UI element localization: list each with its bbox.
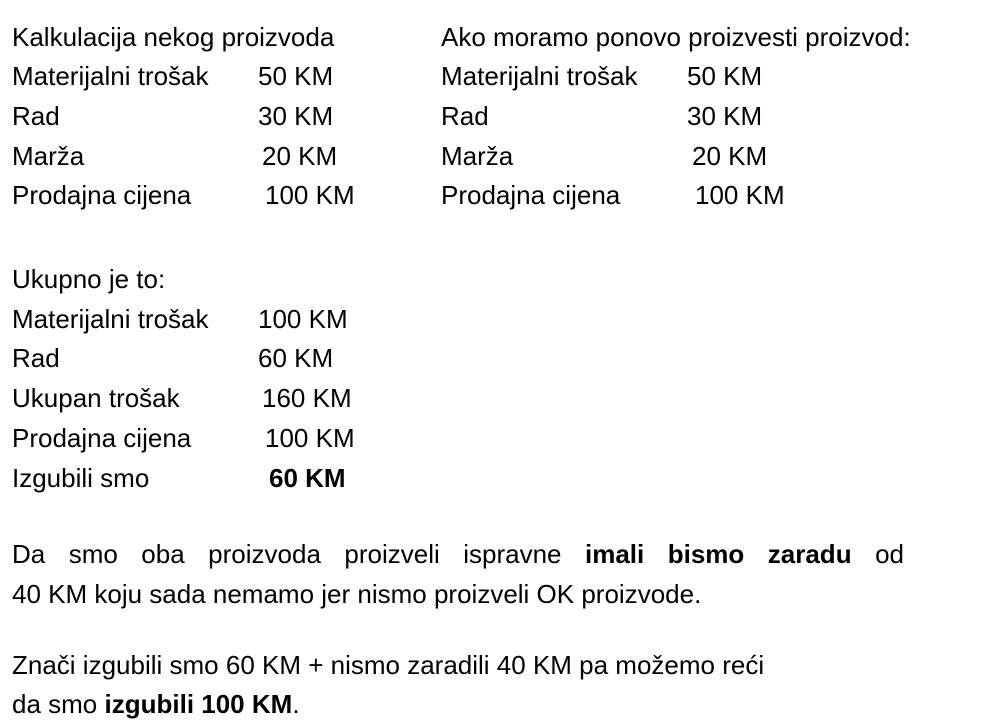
paragraph-profit-line-1: [12, 539, 904, 569]
paragraph-profit-emphasis: imali bismo zaradu: [585, 539, 852, 569]
left-calc-value-margin: 20 KM: [262, 141, 338, 171]
right-calc-label-labor: Rad: [441, 101, 489, 131]
right-calc-value-labor: 30 KM: [687, 101, 763, 131]
total-value-cost: 160 KM: [262, 383, 352, 413]
total-value-loss: 60 KM: [269, 463, 346, 493]
right-calc-label-material: Materijalni trošak: [441, 61, 638, 91]
left-calc-value-material: 50 KM: [258, 61, 334, 91]
right-calc-label-margin: Marža: [441, 141, 514, 171]
left-calc-label-labor: Rad: [12, 101, 60, 131]
total-title: Ukupno je to:: [12, 264, 166, 294]
paragraph-profit-line-2: 40 KM koju sada nemamo jer nismo proizveli OK proizvode.: [12, 579, 702, 609]
paragraph-loss-text-post: .: [292, 689, 300, 719]
total-value-material: 100 KM: [258, 304, 348, 334]
total-value-price: 100 KM: [265, 423, 355, 453]
left-calc-title: Kalkulacija nekog proizvoda: [12, 22, 335, 52]
paragraph-loss-line-2: [12, 689, 300, 719]
left-calc-label-material: Materijalni trošak: [12, 61, 209, 91]
paragraph-profit-text-post: od: [875, 539, 904, 569]
right-calc-value-price: 100 KM: [695, 180, 785, 210]
paragraph-profit-text-pre: Da smo oba proizvoda proizveli ispravne: [12, 539, 562, 569]
total-label-cost: Ukupan trošak: [12, 383, 180, 413]
paragraph-loss-line-1: Znači izgubili smo 60 KM + nismo zaradili 40 KM pa možemo reći: [12, 650, 765, 680]
total-label-price: Prodajna cijena: [12, 423, 192, 453]
paragraph-loss-text-pre: da smo: [12, 689, 98, 719]
left-calc-value-labor: 30 KM: [258, 101, 334, 131]
total-label-material: Materijalni trošak: [12, 304, 209, 334]
left-calc-label-margin: Marža: [12, 141, 85, 171]
total-label-labor: Rad: [12, 343, 60, 373]
right-calc-value-material: 50 KM: [687, 61, 763, 91]
left-calc-value-price: 100 KM: [265, 180, 355, 210]
right-calc-label-price: Prodajna cijena: [441, 180, 621, 210]
total-value-labor: 60 KM: [258, 343, 334, 373]
left-calc-label-price: Prodajna cijena: [12, 180, 192, 210]
total-label-loss: Izgubili smo: [12, 463, 150, 493]
right-calc-title: Ako moramo ponovo proizvesti proizvod:: [441, 22, 911, 52]
paragraph-loss-emphasis: izgubili 100 KM: [104, 689, 293, 719]
right-calc-value-margin: 20 KM: [692, 141, 768, 171]
